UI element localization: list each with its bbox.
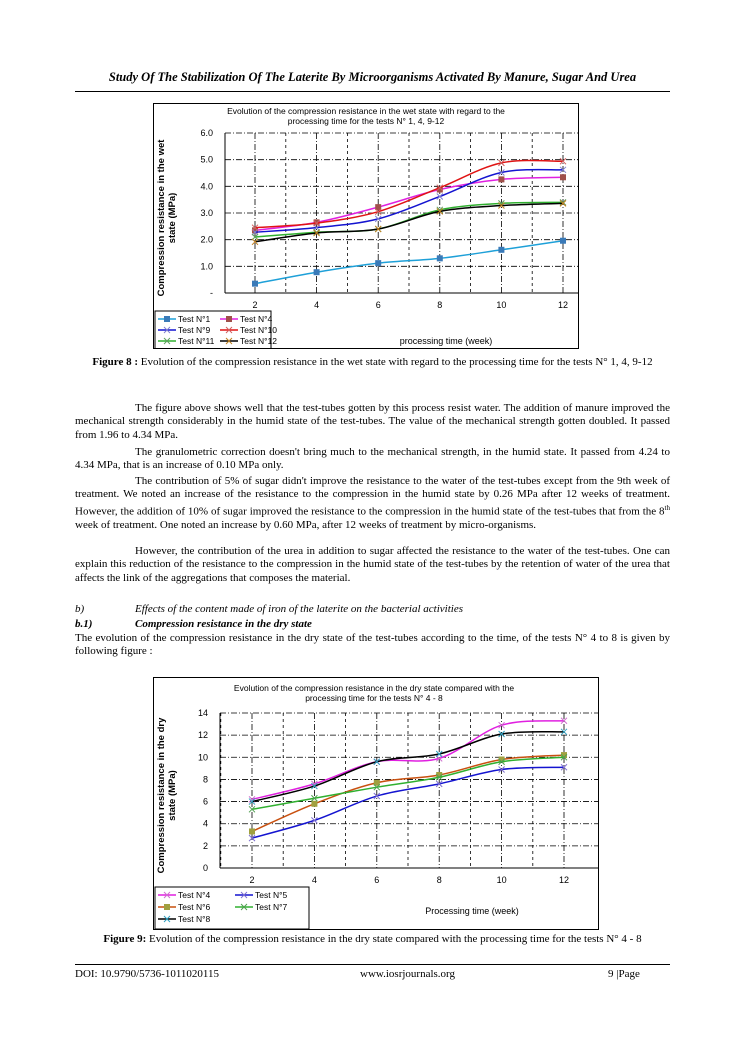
x-tick-label: 2: [249, 875, 255, 885]
footer-page: 9 |Page: [608, 968, 640, 980]
x-tick-label: 2: [252, 300, 258, 310]
y-tick-label: 14: [197, 708, 208, 718]
data-point-square: [498, 176, 504, 182]
x-tick-label: 8: [437, 300, 443, 310]
legend-label: Test N°9: [178, 325, 211, 335]
footer-site[interactable]: www.iosrjournals.org: [360, 968, 456, 980]
chart-title-line: processing time for the tests N° 1, 4, 9-12: [287, 116, 445, 126]
data-point-square: [314, 269, 320, 275]
section-b-heading: [75, 603, 463, 615]
figure-8-chart: [153, 103, 579, 349]
y-tick-label: 12: [197, 730, 208, 741]
y-tick-label: 6: [202, 796, 208, 807]
legend-marker: [226, 316, 232, 322]
data-point-square: [560, 174, 566, 180]
y-axis-label: Compression resistance in the dry: [156, 717, 167, 874]
legend-marker: [164, 904, 170, 910]
figure-8-label: Figure 8 :: [92, 356, 139, 368]
x-axis-label: Processing time (week): [425, 906, 519, 916]
data-point-square: [560, 238, 566, 244]
figure-9-label: Figure 9:: [103, 933, 147, 945]
paragraph-2: The granulometric correction doesn't bring much to the mechanical strength, in the humid state. It passed from 4.24 to 4.34 MPa, that is an increase of 0.10 MPa only.: [75, 446, 670, 472]
x-tick-label: 12: [557, 300, 569, 310]
chart-title-line: Evolution of the compression resistance in the wet state with regard to the: [227, 106, 505, 116]
data-point-square: [437, 255, 443, 261]
superscript-th: th: [664, 503, 670, 512]
chart-title-line: Evolution of the compression resistance in the dry state compared with the: [233, 683, 515, 693]
y-axis-label: Compression resistance in the wet: [156, 139, 167, 297]
y-tick-label: 10: [197, 752, 208, 763]
figure-8-caption-text: Evolution of the compression resistance in the wet state with regard to the processing time for the tests N° 1, 4, 9-12: [138, 356, 653, 368]
y-tick-label: 5.0: [200, 154, 213, 165]
y-axis-label: state (MPa): [167, 770, 178, 821]
y-tick-label: 3.0: [200, 208, 213, 218]
running-title: Study Of The Stabilization Of The Laterite By Microorganisms Activated By Manure, Sugar And Urea: [108, 70, 637, 84]
data-point-square: [498, 247, 504, 253]
data-point-square: [249, 828, 255, 834]
data-point-square: [375, 260, 381, 266]
x-tick-label: 8: [436, 875, 442, 885]
paragraph-1: The figure above shows well that the test-tubes gotten by this process resist water. The addition of manure improved the mechanical strength considerably in the humid state of the test-tubes. The value of the mechanical strength gotten doubled. It passed from 1.96 to 4.34 MPa.: [75, 402, 670, 441]
y-tick-label: 1.0: [200, 261, 213, 272]
legend-label: Test N°4: [240, 314, 273, 324]
legend-label: Test N°12: [240, 336, 277, 346]
legend-label: Test N°1: [178, 314, 211, 324]
figure-8-svg: [154, 104, 578, 348]
legend-label: Test N°10: [240, 325, 277, 335]
figure-9-chart: [153, 677, 599, 930]
x-tick-label: 4: [314, 300, 320, 310]
x-tick-label: 12: [558, 875, 570, 885]
y-tick-label: 2: [202, 840, 208, 851]
y-tick-label: 0: [202, 863, 208, 873]
series-line-test-n-4: [255, 177, 563, 230]
y-tick-label: 8: [202, 774, 208, 785]
section-b1-title: Compression resistance in the dry state: [135, 618, 312, 630]
y-tick-label: 6.0: [200, 128, 213, 138]
section-b-title: Effects of the content made of iron of the laterite on the bacterial activities: [135, 603, 463, 615]
legend-label: Test N°8: [178, 914, 211, 924]
section-b1-number: b.1): [75, 618, 93, 630]
paragraph-3-a: The contribution of 5% of sugar didn't improve the resistance to the water of the test-tubes except from the 9th week of treatment. We noted an increase of the resistance to the compression in the humid state by 0.26 MPa after 12 weeks of treatment. However, the addition of 10% of sugar improved the resistance to the compression in the humid state of the test-tubes that from the 8: [75, 475, 670, 518]
footer-doi: DOI: 10.9790/5736-1011020115: [75, 968, 220, 980]
x-tick-label: 6: [375, 300, 381, 310]
x-tick-label: 10: [496, 300, 507, 310]
data-point-square: [252, 281, 258, 287]
paragraph-3: [75, 475, 670, 532]
paragraph-3-b: week of treatment. One noted an increase by 0.60 MPa, after 12 weeks of treatment by micro-organisms.: [75, 518, 537, 531]
figure-9-svg: [154, 678, 598, 929]
x-tick-label: 6: [374, 875, 380, 885]
x-axis-label: processing time (week): [399, 336, 493, 346]
chart-title-line: processing time for the tests N° 4 - 8: [305, 693, 443, 703]
y-tick-label: 4: [202, 818, 208, 829]
legend-marker: [164, 316, 170, 322]
header-rule: [75, 91, 670, 92]
footer-rule: [75, 964, 670, 965]
y-axis-label: state (MPa): [167, 192, 178, 244]
legend-label: Test N°11: [178, 336, 215, 346]
y-tick-label: 4.0: [200, 181, 213, 192]
legend-label: Test N°7: [255, 902, 288, 912]
x-tick-label: 10: [496, 875, 507, 885]
section-b-number: b): [75, 603, 85, 615]
y-tick-label: -: [210, 288, 213, 298]
x-tick-label: 4: [311, 875, 317, 885]
data-point-square: [311, 801, 317, 807]
intro-b1: The evolution of the compression resistance in the dry state of the test-tubes according to the time, of the tests N° 4 to 8 is given by following figure :: [75, 632, 670, 658]
section-b1-heading: [75, 618, 312, 630]
legend-label: Test N°6: [178, 902, 211, 912]
legend-label: Test N°5: [255, 890, 288, 900]
figure-9-caption: [75, 933, 670, 946]
figure-9-caption-text: Evolution of the compression resistance in the dry state compared with the processing time for the tests N° 4 - 8: [146, 933, 642, 945]
paragraph-4: However, the contribution of the urea in addition to sugar affected the resistance to the water of the test-tubes. One can explain this reduction of the resistance to the compression in the humid state of the test-tubes by the retention of water of the urea that affects the link of the aggregations that composes the material.: [75, 545, 670, 584]
legend-label: Test N°4: [178, 890, 211, 900]
figure-8-caption: [75, 356, 670, 369]
y-tick-label: 2.0: [200, 234, 213, 245]
